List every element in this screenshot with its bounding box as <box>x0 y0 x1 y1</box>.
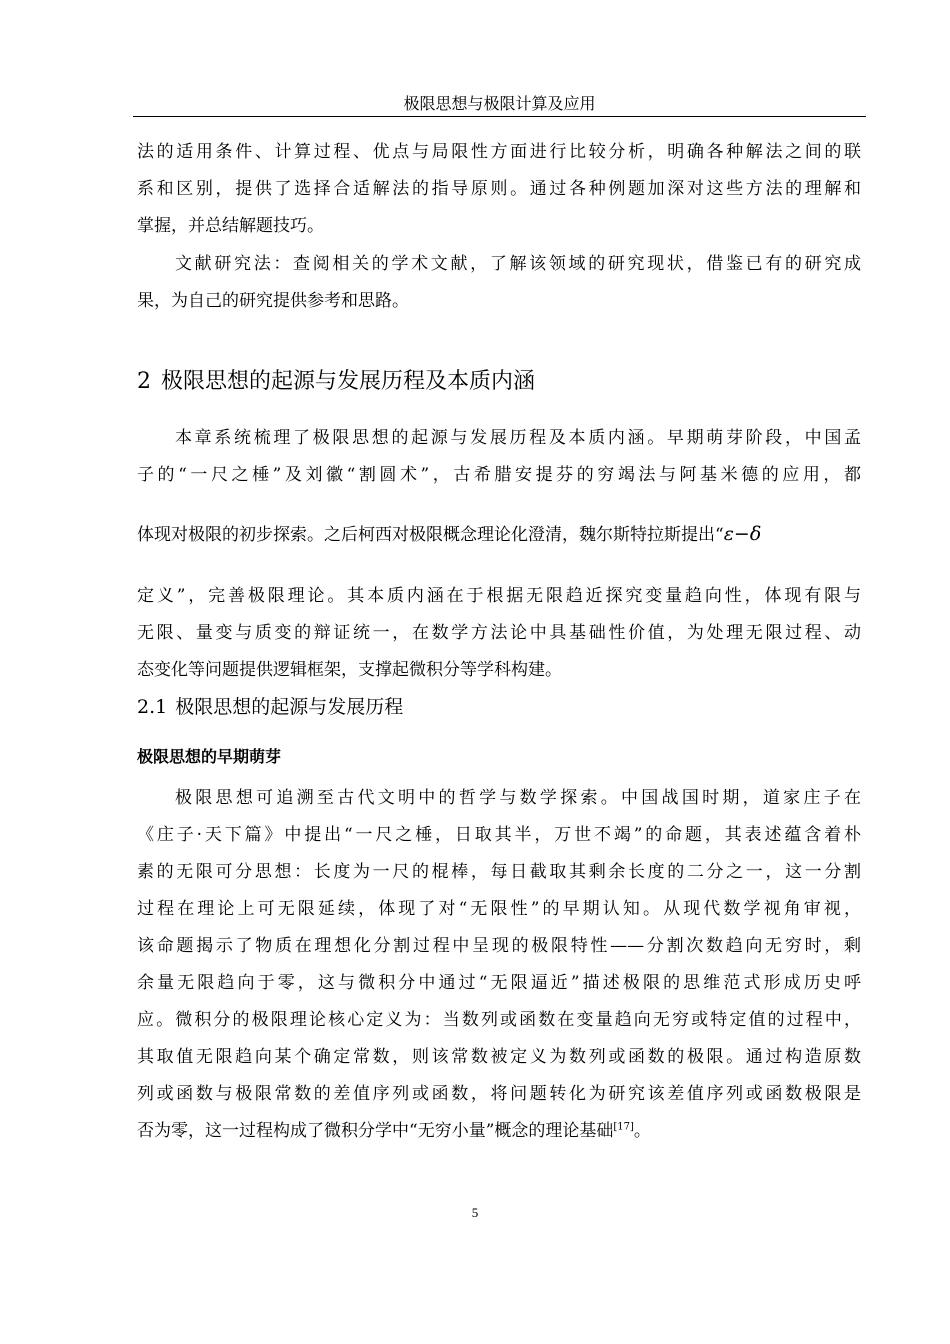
body-text-line: 素的无限可分思想：长度为一尺的棍棒，每日截取其剩余长度的二分之一，这一分割 <box>137 862 861 882</box>
body-text-line: 《庄子·天下篇》中提出“一尺之棰，日取其半，万世不竭”的命题，其表述蕴含着朴 <box>137 825 861 845</box>
citation-ref[interactable]: [17] <box>613 1121 634 1133</box>
section-number: 2 <box>137 369 151 394</box>
body-text-line: 无限、量变与质变的辩证统一，在数学方法论中具基础性价值，为处理无限过程、动 <box>137 623 861 643</box>
section-title: 极限思想的起源与发展历程及本质内涵 <box>161 369 536 394</box>
body-text-line: 子的“一尺之棰”及刘徽“割圆术”，古希腊安提芬的穷竭法与阿基米德的应用，都 <box>137 465 861 485</box>
body-text-line: 其取值无限趋向某个确定常数，则该常数被定义为数列或函数的极限。通过构造原数 <box>137 1047 861 1067</box>
body-text-line: 列或函数与极限常数的差值序列或函数，将问题转化为研究该差值序列或函数极限是 <box>137 1084 861 1104</box>
subsection-heading <box>137 693 403 721</box>
body-text-line: 系和区别，提供了选择合适解法的指导原则。通过各种例题加深对这些方法的理解和 <box>137 179 861 199</box>
subsection-number: 2.1 <box>137 696 168 718</box>
section-heading <box>137 366 535 398</box>
body-text-segment: 否为零，这一过程构成了微积分学中“无穷小量”概念的理论基础 <box>137 1121 614 1141</box>
header-rule <box>133 116 866 117</box>
body-text-line: 态变化等问题提供逻辑框架，支撑起微积分等学科构建。 <box>137 660 562 680</box>
body-text-line: 该命题揭示了物质在理想化分割过程中呈现的极限特性——分割次数趋向无穷时，剩 <box>137 936 861 956</box>
body-text-line: 法的适用条件、计算过程、优点与局限性方面进行比较分析，明确各种解法之间的联 <box>137 142 861 162</box>
body-text-line: 应。微积分的极限理论核心定义为：当数列或函数在变量趋向无穷或特定值的过程中， <box>137 1010 861 1030</box>
body-text-segment: 体现对极限的初步探索。之后柯西对极限概念理论化澄清，魏尔斯特拉斯提出“ <box>137 525 724 545</box>
body-text-line <box>137 1119 861 1143</box>
body-text-line: 过程在理论上可无限延续，体现了对“无限性”的早期认知。从现代数学视角审视， <box>137 899 861 919</box>
body-text-line: 定义”，完善极限理论。其本质内涵在于根据无限趋近探究变量趋向性，体现有限与 <box>137 586 861 606</box>
body-text-line: 果，为自己的研究提供参考和思路。 <box>137 291 409 311</box>
page-number: 5 <box>471 1205 479 1220</box>
epsilon-delta-math: ε−δ <box>723 523 762 545</box>
body-text-segment: 。 <box>633 1121 651 1141</box>
body-text-line: 余量无限趋向于零，这与微积分中通过“无限逼近”描述极限的思维范式形成历史呼 <box>137 973 861 993</box>
running-header: 极限思想与极限计算及应用 <box>403 94 596 113</box>
subsubsection-heading: 极限思想的早期萌芽 <box>137 747 282 766</box>
subsection-title: 极限思想的起源与发展历程 <box>175 696 404 718</box>
body-text-line: 本章系统梳理了极限思想的起源与发展历程及本质内涵。早期萌芽阶段，中国孟 <box>175 428 861 448</box>
body-text-line <box>137 522 861 547</box>
body-text-line: 文献研究法：查阅相关的学术文献，了解该领域的研究现状，借鉴已有的研究成 <box>175 254 861 274</box>
body-text-line: 掌握，并总结解题技巧。 <box>137 216 324 236</box>
body-text-line: 极限思想可追溯至古代文明中的哲学与数学探索。中国战国时期，道家庄子在 <box>175 788 861 808</box>
